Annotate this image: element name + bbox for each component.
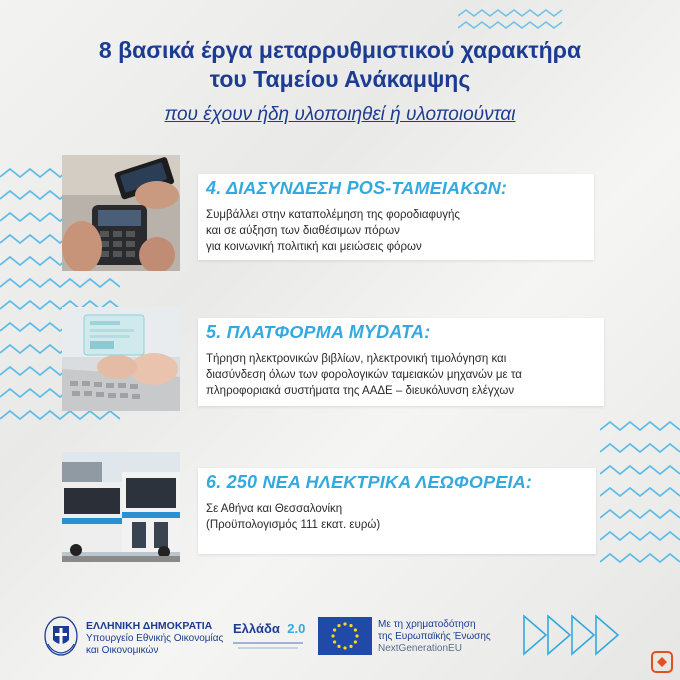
ellada-logo — [233, 620, 313, 656]
title-line-1: 8 βασικά έργα μεταρρυθμιστικού χαρακτήρα — [98, 37, 582, 63]
corner-logo-icon — [650, 650, 674, 674]
card-buses-body: Σε Αθήνα και Θεσσαλονίκη (Προϋπολογισμός 111 εκατ. ευρώ) — [206, 503, 381, 531]
card-pos-body: Συμβάλλει στην καταπολέμηση της φοροδιαφυγής και σε αύξηση των διαθέσιμων πόρων για κοινωνική πολιτική και μειώσεις φόρων — [206, 209, 460, 253]
electric-buses-photo — [62, 452, 180, 562]
arrows-icon — [520, 612, 630, 658]
eu-line-2: της Ευρωπαϊκής Ένωσης — [378, 631, 491, 642]
card-buses-title: 6. 250 ΝΕΑ ΗΛΕΚΤΡΙΚΑ ΛΕΩΦΟΡΕΙΑ: — [206, 472, 533, 492]
eu-funding-logo — [318, 615, 518, 657]
eu-line-1: Με τη χρηματοδότηση — [378, 619, 476, 630]
card-buses — [198, 468, 596, 554]
zigzag-decoration-right — [600, 420, 680, 570]
title-line-2: του Ταμείου Ανάκαμψης — [209, 66, 471, 92]
laptop-invoice-photo — [62, 307, 180, 411]
eu-flag-icon — [318, 617, 372, 655]
ellada-version: 2.0 — [287, 621, 306, 636]
card-pos-title: 4. ΔΙΑΣΥΝΔΕΣΗ POS-ΤΑΜΕΙΑΚΩΝ: — [206, 178, 508, 198]
gov-line-2: Υπουργείο Εθνικής Οικονομίας — [86, 633, 224, 644]
card-mydata — [198, 318, 604, 406]
pos-payment-photo — [62, 155, 180, 271]
eu-line-3: NextGenerationEU — [378, 643, 462, 654]
greek-emblem-icon — [44, 616, 78, 656]
gov-logo — [44, 614, 244, 658]
gov-line-3: και Οικονομικών — [86, 645, 159, 656]
card-mydata-title: 5. ΠΛΑΤΦΟΡΜΑ MYDATA: — [206, 322, 431, 342]
card-mydata-body: Τήρηση ηλεκτρονικών βιβλίων, ηλεκτρονική τιμολόγηση και διασύνδεση όλων των φορολογικών ταμειακών μηχανών με τα πληροφοριακά συστήματα της ΑΑΔΕ – διευκόλυνση ελέγχων — [206, 353, 522, 397]
ellada-text: Ελλάδα — [233, 621, 280, 636]
card-pos — [198, 174, 594, 260]
zigzag-decoration-top — [458, 8, 568, 36]
subtitle: που έχουν ήδη υλοποιηθεί ή υλοποιούνται — [164, 104, 516, 125]
gov-line-1: ΕΛΛΗΝΙΚΗ ΔΗΜΟΚΡΑΤΙΑ — [86, 620, 213, 632]
